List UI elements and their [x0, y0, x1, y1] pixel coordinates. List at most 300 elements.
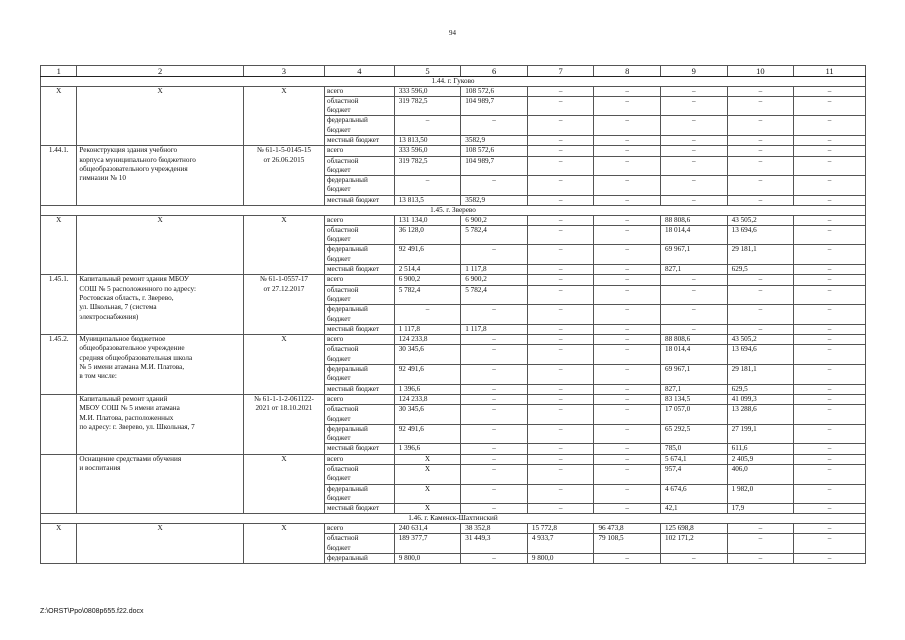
- text-line: бюджет: [327, 165, 351, 174]
- text-line: № 61-1-5-0145-15: [256, 146, 312, 155]
- item-document: [243, 275, 324, 335]
- item-name: [77, 335, 243, 395]
- text-line: бюджет: [327, 254, 351, 263]
- value-cell: –: [527, 225, 594, 245]
- value-cell: –: [527, 484, 594, 504]
- value-cell: –: [461, 116, 528, 136]
- value-cell: –: [794, 405, 866, 425]
- text-line: бюджет: [327, 414, 351, 423]
- section-title: 1.44. г. Гуково: [41, 77, 866, 87]
- table-row: [41, 454, 866, 464]
- item-document: [243, 215, 324, 275]
- table-row: [41, 215, 866, 225]
- value-cell: –: [461, 444, 528, 454]
- funding-source: [325, 335, 395, 345]
- text-line: всего: [327, 523, 344, 532]
- text-line: бюджет: [327, 374, 351, 383]
- value-cell: 38 352,8: [461, 523, 528, 533]
- value-cell: –: [594, 384, 661, 394]
- column-header: 11: [794, 66, 866, 77]
- funding-source: [325, 504, 395, 514]
- value-cell: –: [727, 116, 794, 136]
- value-cell: 92 491,6: [394, 424, 461, 444]
- text-line: федеральный: [327, 176, 368, 185]
- value-cell: –: [594, 215, 661, 225]
- value-cell: –: [527, 365, 594, 385]
- text-line: бюджет: [327, 434, 351, 443]
- funding-source: [325, 305, 395, 325]
- text-line: Х: [281, 335, 287, 344]
- text-line: федеральный: [327, 484, 368, 493]
- value-cell: –: [661, 195, 728, 205]
- value-cell: –: [461, 464, 528, 484]
- text-line: всего: [327, 146, 344, 155]
- value-cell: –: [794, 135, 866, 145]
- value-cell: 13 288,6: [727, 405, 794, 425]
- value-cell: –: [461, 335, 528, 345]
- value-cell: 6 900,2: [461, 275, 528, 285]
- column-header: 4: [325, 66, 395, 77]
- value-cell: 29 181,1: [727, 365, 794, 385]
- funding-source: [325, 285, 395, 305]
- value-cell: –: [527, 444, 594, 454]
- section-row: [41, 77, 866, 87]
- value-cell: –: [594, 444, 661, 454]
- value-cell: –: [794, 553, 866, 563]
- text-line: Х: [157, 523, 163, 532]
- text-line: местный бюджет: [327, 384, 380, 393]
- value-cell: 124 233,8: [394, 335, 461, 345]
- value-cell: –: [727, 534, 794, 554]
- value-cell: –: [527, 146, 594, 156]
- value-cell: 31 449,3: [461, 534, 528, 554]
- funding-source: [325, 424, 395, 444]
- item-name: [77, 394, 243, 454]
- value-cell: –: [794, 365, 866, 385]
- text-line: гимназии № 10: [79, 174, 126, 183]
- text-line: электроснабжения): [79, 312, 139, 321]
- value-cell: –: [527, 305, 594, 325]
- text-line: областной: [327, 405, 359, 414]
- value-cell: –: [461, 424, 528, 444]
- value-cell: –: [461, 454, 528, 464]
- funding-source: [325, 225, 395, 245]
- value-cell: 333 596,0: [394, 86, 461, 96]
- funding-source: [325, 116, 395, 136]
- text-line: Х: [281, 454, 287, 463]
- item-name: [77, 523, 243, 563]
- value-cell: –: [727, 285, 794, 305]
- value-cell: –: [527, 345, 594, 365]
- value-cell: –: [394, 176, 461, 196]
- text-line: областной: [327, 285, 359, 294]
- value-cell: –: [661, 285, 728, 305]
- column-header: 8: [594, 66, 661, 77]
- item-name: [77, 86, 243, 146]
- text-line: бюджет: [327, 294, 351, 303]
- value-cell: –: [594, 265, 661, 275]
- budget-table: [40, 65, 866, 564]
- value-cell: –: [727, 96, 794, 116]
- value-cell: –: [794, 215, 866, 225]
- text-line: по адресу: г. Зверево, ул. Школьная, 7: [79, 422, 195, 431]
- value-cell: 124 233,8: [394, 394, 461, 404]
- funding-source: [325, 384, 395, 394]
- file-path-footer: Z:\ORST\Ppo\0808p655.f22.docx: [40, 608, 144, 615]
- column-header: 2: [77, 66, 243, 77]
- text-line: бюджет: [327, 314, 351, 323]
- value-cell: –: [527, 335, 594, 345]
- value-cell: –: [527, 405, 594, 425]
- section-row: [41, 514, 866, 524]
- funding-source: [325, 86, 395, 96]
- value-cell: –: [727, 176, 794, 196]
- value-cell: 41 099,3: [727, 394, 794, 404]
- funding-source: [325, 195, 395, 205]
- item-number: Х: [41, 523, 77, 563]
- value-cell: –: [594, 245, 661, 265]
- value-cell: 9 800,0: [527, 553, 594, 563]
- table-row: [41, 394, 866, 404]
- text-line: Капитальный ремонт здания МБОУ: [79, 275, 189, 284]
- value-cell: –: [594, 305, 661, 325]
- section-row: [41, 206, 866, 216]
- value-cell: 1 117,8: [461, 265, 528, 275]
- value-cell: 9 800,0: [394, 553, 461, 563]
- value-cell: –: [461, 484, 528, 504]
- item-number: 1.44.1.: [41, 146, 77, 206]
- value-cell: 629,5: [727, 265, 794, 275]
- funding-source: [325, 324, 395, 334]
- value-cell: –: [527, 394, 594, 404]
- value-cell: –: [594, 96, 661, 116]
- value-cell: 333 596,0: [394, 146, 461, 156]
- funding-source: [325, 245, 395, 265]
- table-body: [41, 66, 866, 564]
- text-line: Муниципальное бюджетное: [79, 335, 166, 344]
- text-line: областной: [327, 96, 359, 105]
- value-cell: 79 108,5: [594, 534, 661, 554]
- value-cell: 1 117,8: [394, 324, 461, 334]
- value-cell: –: [727, 156, 794, 176]
- funding-source: [325, 454, 395, 464]
- value-cell: –: [661, 86, 728, 96]
- value-cell: –: [527, 135, 594, 145]
- item-name: [77, 215, 243, 275]
- value-cell: 5 782,4: [394, 285, 461, 305]
- value-cell: –: [794, 116, 866, 136]
- text-line: общеобразовательное учреждение: [79, 344, 185, 353]
- value-cell: –: [527, 384, 594, 394]
- text-line: Х: [157, 86, 163, 95]
- value-cell: –: [661, 156, 728, 176]
- value-cell: 92 491,6: [394, 365, 461, 385]
- value-cell: –: [794, 225, 866, 245]
- value-cell: –: [794, 394, 866, 404]
- value-cell: –: [727, 305, 794, 325]
- value-cell: –: [594, 324, 661, 334]
- value-cell: 1 396,6: [394, 384, 461, 394]
- text-line: бюджет: [327, 354, 351, 363]
- value-cell: 319 782,5: [394, 156, 461, 176]
- text-line: 2021 от 18.10.2021: [255, 404, 313, 413]
- value-cell: –: [594, 464, 661, 484]
- value-cell: –: [527, 324, 594, 334]
- value-cell: –: [661, 553, 728, 563]
- column-header: 5: [394, 66, 461, 77]
- value-cell: 5 782,4: [461, 225, 528, 245]
- funding-source: [325, 553, 395, 563]
- table-row: [41, 86, 866, 96]
- text-line: федеральный: [327, 116, 368, 125]
- value-cell: 13 813,5: [394, 195, 461, 205]
- value-cell: 102 171,2: [661, 534, 728, 554]
- text-line: всего: [327, 454, 344, 463]
- value-cell: –: [594, 424, 661, 444]
- text-line: Капитальный ремонт зданий: [79, 394, 168, 403]
- value-cell: –: [527, 285, 594, 305]
- value-cell: 108 572,6: [461, 146, 528, 156]
- funding-source: [325, 394, 395, 404]
- text-line: местный бюджет: [327, 324, 380, 333]
- column-header: 1: [41, 66, 77, 77]
- value-cell: –: [594, 86, 661, 96]
- value-cell: –: [594, 365, 661, 385]
- funding-source: [325, 176, 395, 196]
- funding-source: [325, 345, 395, 365]
- value-cell: 96 473,8: [594, 523, 661, 533]
- value-cell: –: [461, 394, 528, 404]
- text-line: Х: [157, 215, 163, 224]
- value-cell: –: [727, 553, 794, 563]
- value-cell: –: [594, 405, 661, 425]
- value-cell: –: [661, 275, 728, 285]
- text-line: местный бюджет: [327, 135, 380, 144]
- value-cell: –: [594, 146, 661, 156]
- table-row: [41, 275, 866, 285]
- value-cell: 88 808,6: [661, 335, 728, 345]
- value-cell: –: [794, 275, 866, 285]
- value-cell: –: [794, 86, 866, 96]
- value-cell: 65 292,5: [661, 424, 728, 444]
- value-cell: 69 967,1: [661, 245, 728, 265]
- item-document: [243, 394, 324, 454]
- text-line: от 27.12.2017: [263, 284, 305, 293]
- funding-source: [325, 215, 395, 225]
- text-line: местный бюджет: [327, 195, 380, 204]
- funding-source: [325, 464, 395, 484]
- value-cell: –: [461, 365, 528, 385]
- funding-source: [325, 365, 395, 385]
- value-cell: –: [461, 405, 528, 425]
- value-cell: 2 514,4: [394, 265, 461, 275]
- item-number: Х: [41, 86, 77, 146]
- value-cell: –: [527, 275, 594, 285]
- value-cell: –: [461, 176, 528, 196]
- value-cell: 83 134,5: [661, 394, 728, 404]
- value-cell: Х: [394, 464, 461, 484]
- value-cell: –: [727, 523, 794, 533]
- text-line: местный бюджет: [327, 265, 380, 274]
- funding-source: [325, 275, 395, 285]
- value-cell: –: [794, 305, 866, 325]
- value-cell: 5 674,1: [661, 454, 728, 464]
- text-line: областной: [327, 225, 359, 234]
- value-cell: –: [594, 285, 661, 305]
- item-document: [243, 335, 324, 395]
- value-cell: –: [794, 146, 866, 156]
- value-cell: –: [594, 454, 661, 464]
- value-cell: 240 631,4: [394, 523, 461, 533]
- column-header: 7: [527, 66, 594, 77]
- value-cell: –: [794, 424, 866, 444]
- value-cell: –: [794, 444, 866, 454]
- value-cell: –: [527, 96, 594, 116]
- text-line: всего: [327, 215, 344, 224]
- funding-source: [325, 484, 395, 504]
- value-cell: 611,6: [727, 444, 794, 454]
- value-cell: –: [794, 523, 866, 533]
- value-cell: –: [727, 324, 794, 334]
- value-cell: 13 694,6: [727, 345, 794, 365]
- text-line: Ростовская область, г. Зверево,: [79, 293, 174, 302]
- text-line: № 5 имени атамана М.И. Платова,: [79, 363, 185, 372]
- value-cell: –: [594, 504, 661, 514]
- value-cell: –: [461, 384, 528, 394]
- item-number: 1.45.2.: [41, 335, 77, 395]
- value-cell: –: [727, 275, 794, 285]
- table-row: [41, 146, 866, 156]
- value-cell: 15 772,8: [527, 523, 594, 533]
- text-line: областной: [327, 345, 359, 354]
- value-cell: –: [594, 484, 661, 504]
- text-line: № 61-1-0557-17: [259, 275, 309, 284]
- item-document: [243, 454, 324, 514]
- item-number: 1.45.1.: [41, 275, 77, 335]
- text-line: Оснащение средствами обучения: [79, 454, 182, 463]
- text-line: Х: [281, 86, 287, 95]
- text-line: бюджет: [327, 493, 351, 502]
- text-line: корпуса муниципального бюджетного: [79, 155, 196, 164]
- text-line: ул. Школьная, 7 (система: [79, 303, 157, 312]
- value-cell: 18 014,4: [661, 225, 728, 245]
- value-cell: –: [794, 195, 866, 205]
- value-cell: –: [527, 265, 594, 275]
- value-cell: 17 057,0: [661, 405, 728, 425]
- value-cell: –: [794, 335, 866, 345]
- value-cell: –: [594, 195, 661, 205]
- value-cell: 6 900,2: [394, 275, 461, 285]
- item-name: [77, 275, 243, 335]
- value-cell: –: [527, 176, 594, 196]
- text-line: бюджет: [327, 474, 351, 483]
- text-line: местный бюджет: [327, 444, 380, 453]
- item-name: [77, 146, 243, 206]
- item-document: [243, 523, 324, 563]
- value-cell: –: [527, 156, 594, 176]
- value-cell: –: [794, 534, 866, 554]
- text-line: федеральный: [327, 305, 368, 314]
- value-cell: Х: [394, 484, 461, 504]
- value-cell: –: [794, 176, 866, 196]
- section-title: 1.46. г. Каменск-Шахтинский: [41, 514, 866, 524]
- value-cell: –: [727, 135, 794, 145]
- value-cell: –: [594, 116, 661, 136]
- funding-source: [325, 96, 395, 116]
- value-cell: 131 134,0: [394, 215, 461, 225]
- value-cell: –: [727, 86, 794, 96]
- value-cell: 92 491,6: [394, 245, 461, 265]
- item-name: [77, 454, 243, 514]
- value-cell: –: [394, 305, 461, 325]
- text-line: бюджет: [327, 106, 351, 115]
- value-cell: 1 982,0: [727, 484, 794, 504]
- value-cell: –: [461, 553, 528, 563]
- value-cell: –: [661, 305, 728, 325]
- text-line: всего: [327, 335, 344, 344]
- text-line: в том числе:: [79, 372, 117, 381]
- value-cell: –: [794, 265, 866, 275]
- value-cell: 319 782,5: [394, 96, 461, 116]
- text-line: № 61-1-1-2-061122-: [253, 394, 314, 403]
- value-cell: –: [594, 335, 661, 345]
- value-cell: –: [527, 454, 594, 464]
- text-line: федеральный: [327, 245, 368, 254]
- funding-source: [325, 534, 395, 554]
- column-header: 6: [461, 66, 528, 77]
- value-cell: 125 698,8: [661, 523, 728, 533]
- page-number: 94: [449, 29, 456, 37]
- value-cell: –: [527, 195, 594, 205]
- text-line: общеобразовательного учреждения: [79, 164, 188, 173]
- value-cell: –: [794, 156, 866, 176]
- value-cell: –: [527, 245, 594, 265]
- value-cell: –: [661, 176, 728, 196]
- text-line: от 26.06.2015: [263, 155, 305, 164]
- value-cell: 30 345,6: [394, 345, 461, 365]
- text-line: областной: [327, 464, 359, 473]
- text-line: федеральный: [327, 553, 368, 562]
- value-cell: 4 933,7: [527, 534, 594, 554]
- funding-source: [325, 444, 395, 454]
- text-line: бюджет: [327, 125, 351, 134]
- value-cell: 4 674,6: [661, 484, 728, 504]
- text-line: областной: [327, 534, 359, 543]
- text-line: М.И. Платова, расположенных: [79, 413, 174, 422]
- text-line: всего: [327, 86, 344, 95]
- funding-source: [325, 523, 395, 533]
- column-header-row: [41, 66, 866, 77]
- value-cell: –: [727, 195, 794, 205]
- value-cell: 189 377,7: [394, 534, 461, 554]
- text-line: областной: [327, 156, 359, 165]
- item-document: [243, 146, 324, 206]
- value-cell: 827,1: [661, 384, 728, 394]
- item-document: [243, 86, 324, 146]
- value-cell: Х: [394, 504, 461, 514]
- value-cell: 1 396,6: [394, 444, 461, 454]
- value-cell: –: [527, 424, 594, 444]
- text-line: и воспитания: [79, 463, 121, 472]
- text-line: бюджет: [327, 235, 351, 244]
- value-cell: 30 345,6: [394, 405, 461, 425]
- value-cell: 827,1: [661, 265, 728, 275]
- value-cell: 43 505,2: [727, 215, 794, 225]
- value-cell: 36 128,0: [394, 225, 461, 245]
- item-number: Х: [41, 215, 77, 275]
- value-cell: –: [794, 324, 866, 334]
- column-header: 3: [243, 66, 324, 77]
